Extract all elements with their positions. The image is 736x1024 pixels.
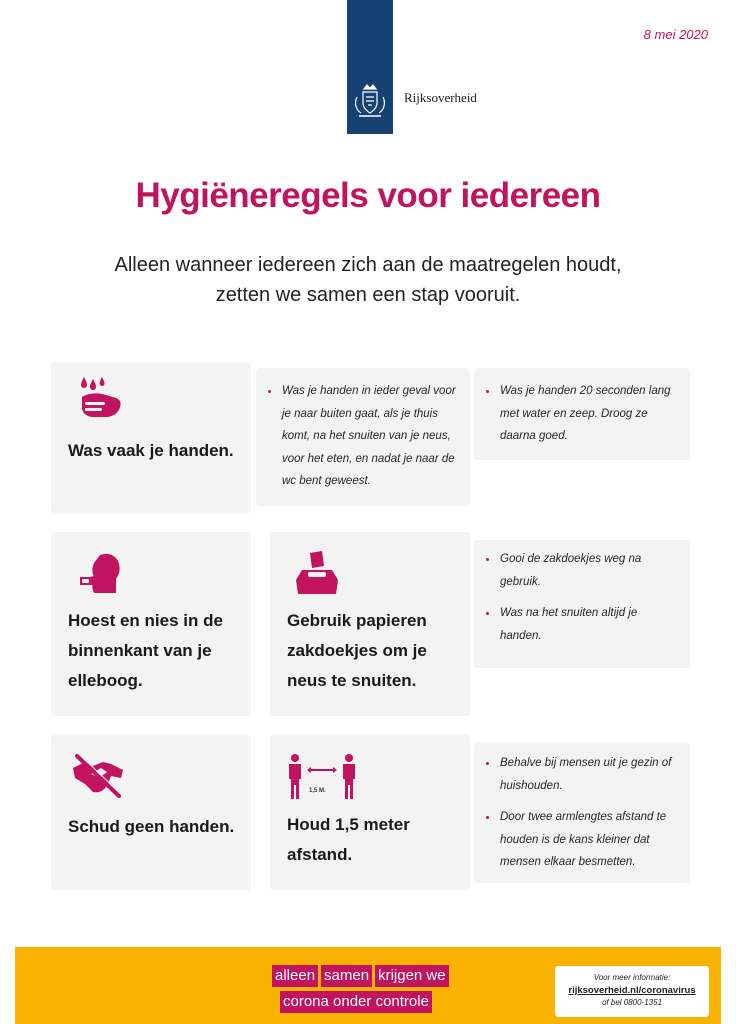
- info-heading: Voor meer informatie:: [593, 973, 671, 982]
- slogan-word: alleen: [272, 965, 318, 987]
- slogan-row-2: [272, 991, 470, 1015]
- tips-distance: [474, 743, 690, 883]
- rule-card-tissues: [270, 532, 470, 716]
- info-link[interactable]: rijksoverheid.nl/coronavirus: [568, 985, 696, 996]
- brand-name: Rijksoverheid: [404, 90, 477, 105]
- page-subtitle: [60, 250, 676, 310]
- page-title: Hygiëneregels voor iedereen: [135, 176, 601, 215]
- subtitle-line-1: Alleen wanneer iedereen zich aan de maatregelen houdt,: [114, 254, 622, 276]
- slogan-word: krijgen we: [375, 965, 449, 987]
- rule-card-wash-hands: [51, 362, 251, 513]
- slogan-word: corona onder controle: [280, 991, 432, 1013]
- tips-wash-hands-how: [474, 368, 690, 460]
- tip-item: Gooi de zakdoekjes weg na gebruik.: [486, 548, 680, 593]
- rule-card-cough: [51, 532, 251, 716]
- footer-banner: [15, 947, 721, 1024]
- info-phone: of bel 0800-1351: [601, 998, 663, 1007]
- rule-label-tissues: Gebruik papieren zakdoekjes om je neus te snuiten.: [287, 611, 427, 690]
- rule-label-distance: Houd 1,5 meter afstand.: [287, 815, 410, 864]
- rule-label-wash-hands: Was vaak je handen.: [68, 441, 234, 460]
- tips-tissues: [474, 540, 690, 668]
- tips-wash-hands-when: [256, 368, 470, 506]
- tissue-box-icon: [292, 550, 342, 596]
- rule-card-distance: [270, 735, 470, 890]
- distance-label: 1,5 M.: [309, 788, 326, 794]
- rule-label-cough: Hoest en nies in de binnenkant van je elleboog.: [68, 611, 223, 690]
- tip-item: Door twee armlengtes afstand te houden is de kans kleiner dat mensen elkaar besmetten.: [486, 806, 680, 874]
- no-handshake-icon: [71, 752, 125, 798]
- slogan-row-1: [272, 965, 470, 989]
- tip-item: Was je handen 20 seconden lang met water en zeep. Droog ze daarna goed.: [486, 380, 680, 448]
- slogan: [272, 965, 470, 1017]
- rule-label-no-handshake: Schud geen handen.: [68, 817, 235, 836]
- hand-washing-icon: [76, 375, 126, 421]
- cough-elbow-icon: [76, 549, 126, 595]
- publication-date: 8 mei 2020: [643, 27, 708, 42]
- tip-item: Was je handen in ieder geval voor je naar buiten gaat, als je thuis komt, na het snuiten van je neus, voor het eten, en nadat je naar de wc bent geweest.: [268, 380, 460, 493]
- subtitle-line-2: zetten we samen een stap vooruit.: [215, 284, 521, 306]
- slogan-word: samen: [321, 965, 372, 987]
- tip-item: Was na het snuiten altijd je handen.: [486, 602, 680, 647]
- crest-icon: [352, 83, 388, 121]
- tip-item: Behalve bij mensen uit je gezin of huishouden.: [486, 752, 680, 797]
- info-box: [555, 966, 709, 1017]
- rule-card-no-handshake: [51, 735, 251, 890]
